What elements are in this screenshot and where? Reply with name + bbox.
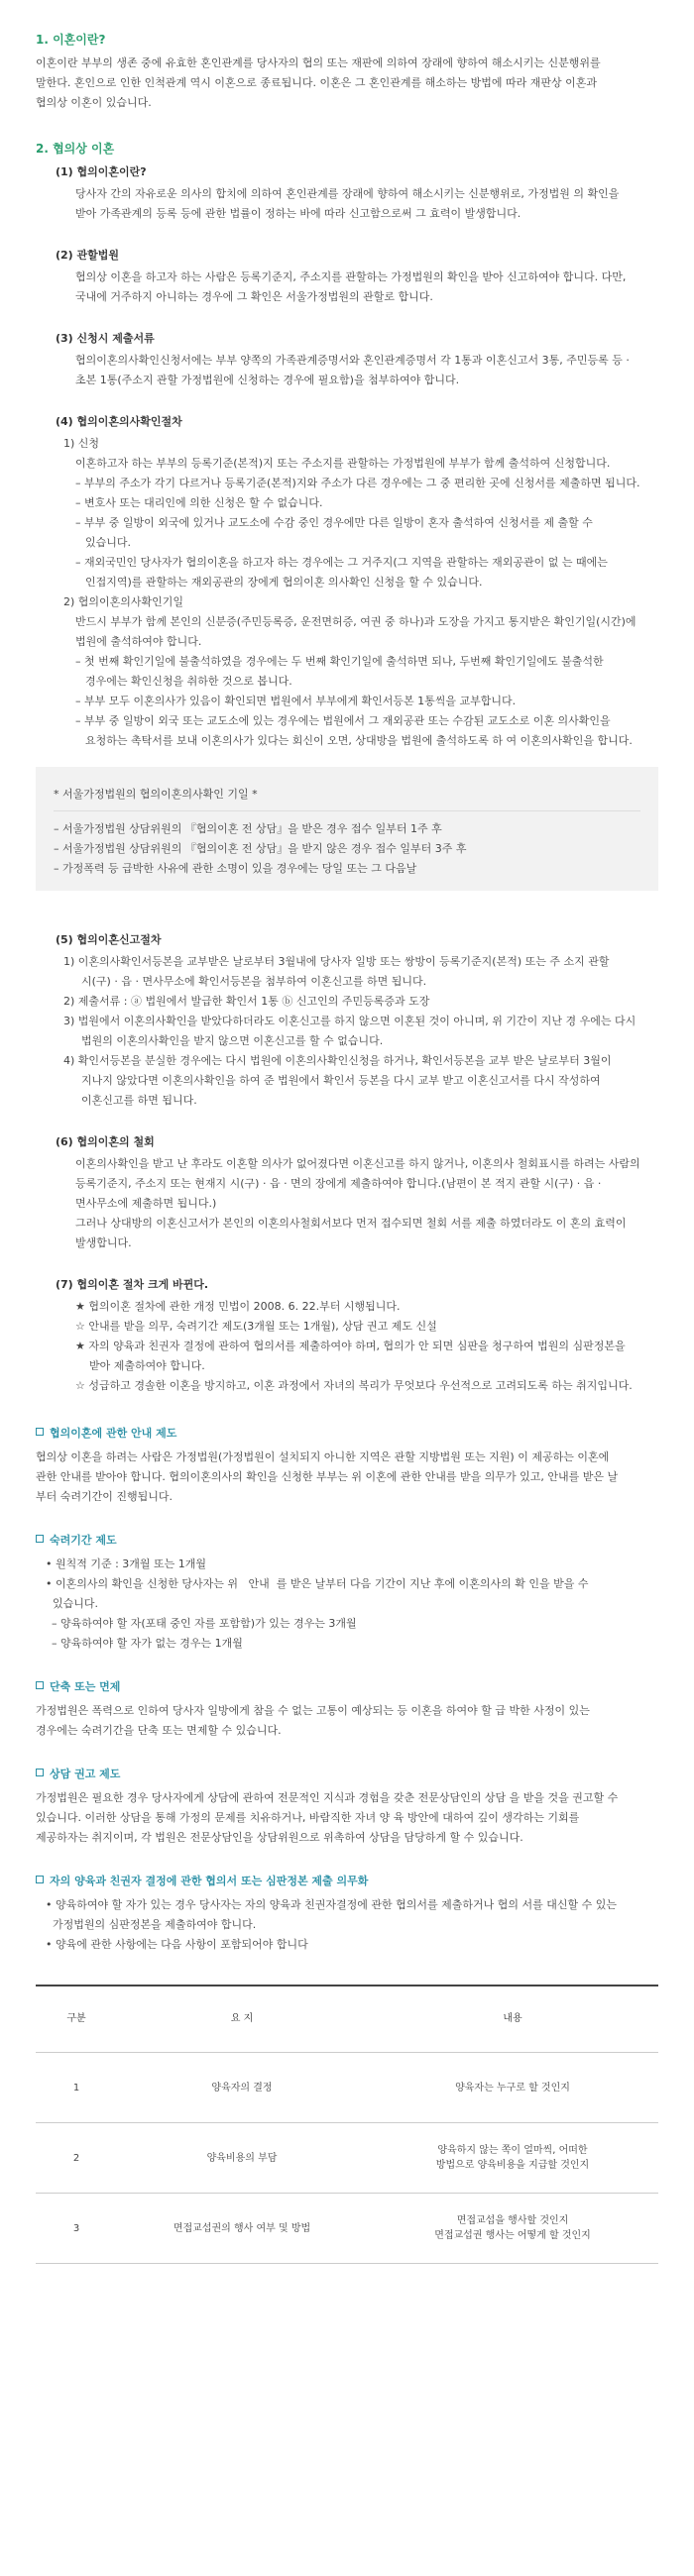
paragraph-line: 있습니다. 이러한 상담을 통해 가정의 문제를 치유하거나, 바람직한 자녀 양 육 방안에 대하여 깊이 생각하는 기회를 xyxy=(36,1811,580,1824)
star-item: ☆ 성급하고 경솔한 이혼을 방지하고, 이혼 과정에서 자녀의 복리가 무엇보다 우선적으로 고려되도록 하는 취지입니다. xyxy=(75,1379,633,1392)
subsection-changes xyxy=(36,1275,658,1396)
paragraph-line: 반드시 부부가 함께 본인의 신분증(주민등록증, 운전면허증, 여권 중 하나)과 도장을 가지고 통지받은 확인기일(시간)에 xyxy=(75,615,636,628)
section-guidance-system xyxy=(36,1424,658,1507)
info-box-line: – 서울가정법원 상담위원의 『협의이혼 전 상담』을 받지 않은 경우 접수 일부터 3주 후 xyxy=(54,842,467,855)
subsection-withdrawal xyxy=(36,1132,658,1253)
table-cell-no: 2 xyxy=(36,2123,117,2194)
section-title: 2. 협의상 이혼 xyxy=(36,142,115,156)
section-heading xyxy=(36,1531,658,1551)
table-header-cell: 요 지 xyxy=(117,1986,367,2053)
info-box-title: * 서울가정법원의 협의이혼의사확인 기일 * xyxy=(54,785,640,811)
info-box-seoul-court xyxy=(36,767,658,891)
star-item-cont: 받아 제출하여야 합니다. xyxy=(89,1359,205,1372)
table-cell-no: 1 xyxy=(36,2053,117,2123)
table-header-cell: 내용 xyxy=(367,1986,658,2053)
subsection-title: (5) 협의이혼신고절차 xyxy=(56,933,162,946)
table-cell-no: 3 xyxy=(36,2194,117,2264)
content-line: 면접교섭권 행사는 어떻게 할 것인지 xyxy=(434,2230,591,2241)
subsection-definition xyxy=(36,162,658,224)
paragraph-line: 등록기준지, 주소지 또는 현재지 시(구) · 읍 · 면의 장에게 제출하여야 합니다.(남편이 본 적지 관할 시(구) · 읍 · xyxy=(75,1177,602,1190)
paragraph-line: 초본 1통(주소지 관할 가정법원에 신청하는 경우에 필요함)을 첨부하여야 합니다. xyxy=(75,374,460,386)
square-bullet-icon xyxy=(36,1876,44,1883)
subsection-title: (1) 협의이혼이란? xyxy=(56,165,147,178)
paragraph-line: 당사자 간의 자유로운 의사의 합치에 의하여 혼인관계를 장래에 향하여 해소시키는 신분행위로, 가정법원 의 확인을 xyxy=(75,187,620,200)
table-cell-content xyxy=(367,2123,658,2194)
dash-item-cont: 경우에는 확인신청을 취하한 것으로 봅니다. xyxy=(85,675,292,688)
bullet-item: • 양육하여야 할 자가 있는 경우 당사자는 자의 양육과 친권자결정에 관한 협의서를 제출하거나 협의 서를 대신할 수 있는 xyxy=(46,1898,617,1911)
dash-item: – 첫 번째 확인기일에 불출석하였을 경우에는 두 번째 확인기일에 출석하면 되나, 두번째 확인기일에도 불출석한 xyxy=(75,655,604,668)
square-bullet-icon xyxy=(36,1428,44,1436)
dash-item: – 부부 모두 이혼의사가 있음이 확인되면 법원에서 부부에게 확인서등본 1통씩을 교부합니다. xyxy=(75,695,517,707)
subsection-title: (3) 신청시 제출서류 xyxy=(56,332,155,345)
table-header-row xyxy=(36,1986,658,2053)
section-counseling xyxy=(36,1765,658,1848)
paragraph-line: 경우에는 숙려기간을 단축 또는 면제할 수 있습니다. xyxy=(36,1724,282,1737)
table-cell-content xyxy=(367,2053,658,2123)
section-title: 1. 이혼이란? xyxy=(36,33,106,47)
step-title: 2) 협의이혼의사확인기일 xyxy=(63,595,184,608)
section-heading xyxy=(36,1765,658,1784)
dash-item-cont: 인접지역)를 관할하는 재외공관의 장에게 협의이혼 의사확인 신청을 할 수 있습니다. xyxy=(85,576,483,589)
subsection-procedure xyxy=(36,412,658,751)
subsection-title: (6) 협의이혼의 철회 xyxy=(56,1135,155,1148)
subsection-report xyxy=(36,930,658,1111)
section-shorten-exempt xyxy=(36,1677,658,1741)
dash-item: – 변호사 또는 대리인에 의한 신청은 할 수 없습니다. xyxy=(75,496,323,509)
bullet-item-cont: 있습니다. xyxy=(46,1597,98,1610)
bullet-item: • 원칙적 기준 : 3개월 또는 1개월 xyxy=(46,1557,207,1570)
star-item: ★ 협의이혼 절차에 관한 개정 민법이 2008. 6. 22.부터 시행됩니다. xyxy=(75,1300,401,1313)
paragraph-line: 말한다. 혼인으로 인한 인척관계 역시 이혼으로 종료됩니다. 이혼은 그 혼인관계를 해소하는 방법에 따라 재판상 이혼과 xyxy=(36,76,597,89)
dash-item-cont: 요청하는 촉탁서를 보내 이혼의사가 있다는 회신이 오면, 상대방을 법원에 출석하도록 하 여 이혼의사확인을 합니다. xyxy=(85,734,633,747)
paragraph-line: 이혼이란 부부의 생존 중에 유효한 혼인관계를 당사자의 협의 또는 재판에 의하여 장래에 향하여 해소시키는 신분행위를 xyxy=(36,56,601,69)
subsection-title: (7) 협의이혼 절차 크게 바뀐다. xyxy=(56,1278,209,1291)
info-box-line: – 가정폭력 등 급박한 사유에 관한 소명이 있을 경우에는 당일 또는 그 다음날 xyxy=(54,862,417,875)
subsection-title: (4) 협의이혼의사확인절차 xyxy=(56,415,182,428)
custody-table xyxy=(36,1985,658,2264)
paragraph-line: 협의이혼의사확인신청서에는 부부 양쪽의 가족관계증명서와 혼인관계증명서 각 1통과 이혼신고서 3통, 주민등록 등 · xyxy=(75,354,630,367)
section-custody-agreement xyxy=(36,1872,658,1955)
paragraph-line: 가정법원은 필요한 경우 당사자에게 상담에 관하여 전문적인 지식과 경험을 갖춘 전문상담인의 상담 을 받을 것을 권고할 수 xyxy=(36,1791,619,1804)
section-heading xyxy=(36,1872,658,1891)
list-item: 2) 제출서류 : ⓐ 법원에서 발급한 확인서 1통 ⓑ 신고인의 주민등록증과 도장 xyxy=(63,995,430,1008)
section-title: 상담 권고 제도 xyxy=(50,1768,121,1780)
table-header-cell: 구분 xyxy=(36,1986,117,2053)
table-row xyxy=(36,2123,658,2194)
table-cell-gist: 양육자의 결정 xyxy=(117,2053,367,2123)
paragraph-line: 협의상 이혼을 하려는 사람은 가정법원(가정법원이 설치되지 아니한 지역은 관할 지방법원 또는 지원) 이 제공하는 이혼에 xyxy=(36,1450,610,1463)
section-title: 단축 또는 면제 xyxy=(50,1680,121,1693)
bullet-item-cont: 가정법원의 심판정본을 제출하여야 합니다. xyxy=(46,1918,257,1931)
dash-item: – 부부 중 일방이 외국 또는 교도소에 있는 경우에는 법원에서 그 재외공관 또는 수감된 교도소로 이혼 의사확인을 xyxy=(75,714,611,727)
square-bullet-icon xyxy=(36,1769,44,1776)
content-line: 면접교섭을 행사할 것인지 xyxy=(456,2215,569,2226)
paragraph-line: 그러나 상대방의 이혼신고서가 본인의 이혼의사철회서보다 먼저 접수되면 철회 서를 제출 하였더라도 이 혼의 효력이 xyxy=(75,1217,627,1230)
table-cell-gist: 면접교섭권의 행사 여부 및 방법 xyxy=(117,2194,367,2264)
paragraph-line: 국내에 거주하지 아니하는 경우에 그 확인은 서울가정법원의 관할로 합니다. xyxy=(75,290,433,303)
list-item-cont: 지나지 않았다면 이혼의사확인을 하여 준 법원에서 확인서 등본을 다시 교부 받고 이혼신고서를 다시 작성하여 xyxy=(81,1074,601,1087)
section-title: 협의이혼에 관한 안내 제도 xyxy=(50,1427,177,1440)
list-item-cont: 법원의 이혼의사확인을 받지 않으면 이혼신고를 할 수 없습니다. xyxy=(81,1034,384,1047)
section-title: 숙려기간 제도 xyxy=(50,1534,117,1547)
section-heading xyxy=(36,1677,658,1697)
star-item: ★ 자의 양육과 친권자 결정에 관하여 협의서를 제출하여야 하며, 협의가 안 되면 심판을 청구하여 법원의 심판정본을 xyxy=(75,1340,626,1352)
dash-item: – 양육하여야 할 자(포태 중인 자를 포함함)가 있는 경우는 3개월 xyxy=(52,1617,357,1630)
paragraph-line: 면사무소에 제출하면 됩니다.) xyxy=(75,1197,217,1210)
paragraph-line: 법원에 출석하여야 합니다. xyxy=(75,635,202,648)
dash-item: – 부부의 주소가 각기 다르거나 등록기준(본적)지와 주소가 다른 경우에는 그 중 편리한 곳에 신청서를 제출하면 됩니다. xyxy=(75,477,640,489)
table-cell-content xyxy=(367,2194,658,2264)
list-item: 4) 확인서등본을 분실한 경우에는 다시 법원에 이혼의사확인신청을 하거나, 확인서등본을 교부 받은 날로부터 3월이 xyxy=(63,1054,612,1067)
content-line: 방법으로 양육비용을 지급할 것인지 xyxy=(435,2160,590,2171)
content-line: 양육하지 않는 쪽이 얼마씩, 어떠한 xyxy=(437,2145,588,2156)
paragraph-line: 관한 안내를 받아야 합니다. 협의이혼의사의 확인을 신청한 부부는 위 이혼에 관한 안내를 받을 의무가 있고, 안내를 받은 날 xyxy=(36,1470,619,1483)
paragraph-line: 받아 가족관계의 등록 등에 관한 법률이 정하는 바에 따라 신고함으로써 그 효력이 발생합니다. xyxy=(75,207,521,220)
table-cell-gist: 양육비용의 부담 xyxy=(117,2123,367,2194)
paragraph-line: 부터 숙려기간이 진행됩니다. xyxy=(36,1490,174,1503)
list-item: 3) 법원에서 이혼의사확인을 받았다하더라도 이혼신고를 하지 않으면 이혼된 것이 아니며, 위 기간이 지난 경 우에는 다시 xyxy=(63,1015,636,1027)
section-heading xyxy=(36,1424,658,1444)
section-divorce-definition xyxy=(36,30,658,113)
section-title: 자의 양육과 친권자 결정에 관한 협의서 또는 심판정본 제출 의무화 xyxy=(50,1875,369,1887)
info-box-line: – 서울가정법원 상담위원의 『협의이혼 전 상담』을 받은 경우 접수 일부터 1주 후 xyxy=(54,822,442,835)
table-row xyxy=(36,2194,658,2264)
dash-item: – 양육하여야 할 자가 없는 경우는 1개월 xyxy=(52,1637,243,1650)
dash-item: – 재외국민인 당사자가 협의이혼을 하고자 하는 경우에는 그 거주지(그 지역을 관할하는 재외공관이 없 는 때에는 xyxy=(75,556,608,569)
paragraph-line: 발생합니다. xyxy=(75,1236,132,1249)
paragraph-line: 가정법원은 폭력으로 인하여 당사자 일방에게 참을 수 없는 고통이 예상되는 등 이혼을 하여야 할 급 박한 사정이 있는 xyxy=(36,1704,590,1717)
step-title: 1) 신청 xyxy=(63,437,100,450)
bullet-item: • 양육에 관한 사항에는 다음 사항이 포함되어야 합니다 xyxy=(46,1938,308,1951)
bullet-item: • 이혼의사의 확인을 신청한 당사자는 위 안내 를 받은 날부터 다음 기간이 지난 후에 이혼의사의 확 인을 받을 수 xyxy=(46,1577,589,1590)
subsection-jurisdiction xyxy=(36,246,658,307)
subsection-documents xyxy=(36,329,658,390)
section-deliberation-period xyxy=(36,1531,658,1654)
paragraph-line: 협의상 이혼이 있습니다. xyxy=(36,96,152,109)
section-consensual-divorce xyxy=(36,139,658,1396)
paragraph-line: 이혼의사확인을 받고 난 후라도 이혼할 의사가 없어졌다면 이혼신고를 하지 않거나, 이혼의사 철회표시를 하려는 사람의 xyxy=(75,1157,640,1170)
paragraph-line: 이혼하고자 하는 부부의 등록기준(본적)지 또는 주소지를 관할하는 가정법원에 부부가 함께 출석하여 신청합니다. xyxy=(75,457,611,470)
list-item-cont: 이혼신고를 하면 됩니다. xyxy=(81,1094,197,1107)
dash-item-cont: 있습니다. xyxy=(85,536,132,549)
content-line: 양육자는 누구로 할 것인지 xyxy=(455,2082,570,2093)
star-item: ☆ 안내를 받을 의무, 숙려기간 제도(3개월 또는 1개월), 상담 권고 제도 신설 xyxy=(75,1320,437,1333)
table-row xyxy=(36,2053,658,2123)
paragraph-line: 협의상 이혼을 하고자 하는 사람은 등록기준지, 주소지를 관할하는 가정법원의 확인을 받아 신고하여야 합니다. 다만, xyxy=(75,270,627,283)
list-item: 1) 이혼의사확인서등본을 교부받은 날로부터 3월내에 당사자 일방 또는 쌍방이 등록기준지(본적) 또는 주 소지 관할 xyxy=(63,955,610,968)
list-item-cont: 시(구) · 읍 · 면사무소에 확인서등본을 첨부하여 이혼신고를 하면 됩니다. xyxy=(81,975,427,988)
subsection-title: (2) 관할법원 xyxy=(56,249,120,262)
square-bullet-icon xyxy=(36,1535,44,1543)
square-bullet-icon xyxy=(36,1681,44,1689)
paragraph-line: 제공하자는 취지이며, 각 법원은 전문상담인을 상담위원으로 위촉하여 상담을 담당하게 할 수 있습니다. xyxy=(36,1831,523,1844)
dash-item: – 부부 중 일방이 외국에 있거나 교도소에 수감 중인 경우에만 다른 일방이 혼자 출석하여 신청서를 제 출할 수 xyxy=(75,516,593,529)
